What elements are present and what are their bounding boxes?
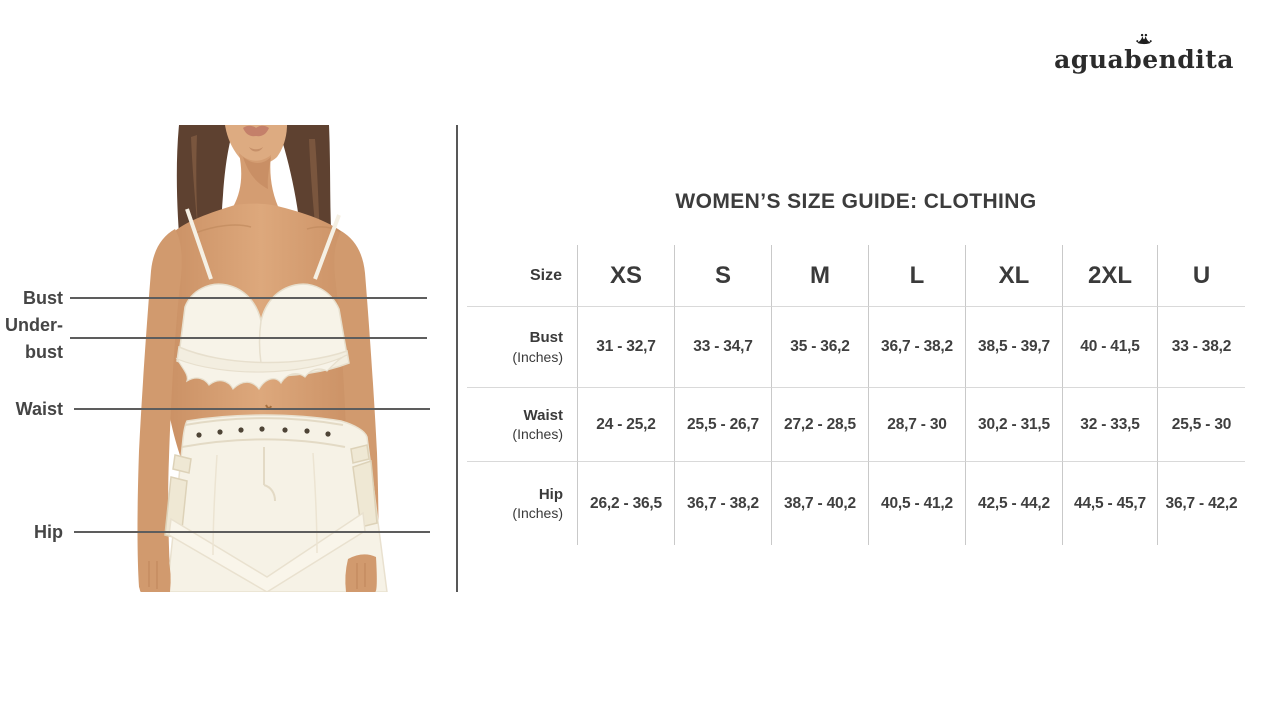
row-unit-bust: (Inches) xyxy=(512,348,563,365)
waist-label: Waist xyxy=(15,399,63,419)
row-unit-waist: (Inches) xyxy=(512,426,563,443)
hip-label: Hip xyxy=(34,522,63,542)
row-unit-hip: (Inches) xyxy=(512,505,563,522)
column-header-2xl: 2XL xyxy=(1063,245,1158,307)
cell-hip-xl: 42,5 - 44,2 xyxy=(966,462,1063,545)
column-header-size: Size xyxy=(467,245,578,307)
brand-logo-text: aguabendita xyxy=(1054,45,1234,74)
hip-measure-line xyxy=(74,531,430,533)
row-header-waist xyxy=(467,388,578,462)
column-header-xs: XS xyxy=(578,245,675,307)
bust-measure-line xyxy=(70,297,427,299)
cell-waist-s: 25,5 - 26,7 xyxy=(675,388,772,462)
column-header-m: M xyxy=(772,245,869,307)
cell-bust-s: 33 - 34,7 xyxy=(675,307,772,388)
cell-bust-m: 35 - 36,2 xyxy=(772,307,869,388)
cell-bust-u: 33 - 38,2 xyxy=(1158,307,1245,388)
cell-hip-2xl: 44,5 - 45,7 xyxy=(1063,462,1158,545)
cell-bust-xs: 31 - 32,7 xyxy=(578,307,675,388)
column-header-s: S xyxy=(675,245,772,307)
cell-hip-s: 36,7 - 38,2 xyxy=(675,462,772,545)
cell-hip-m: 38,7 - 40,2 xyxy=(772,462,869,545)
waist-measure-line xyxy=(74,408,430,410)
cell-waist-u: 25,5 - 30 xyxy=(1158,388,1245,462)
cell-hip-l: 40,5 - 41,2 xyxy=(869,462,966,545)
size-table xyxy=(467,245,1245,545)
row-label-hip: Hip xyxy=(538,485,563,503)
cell-waist-xs: 24 - 25,2 xyxy=(578,388,675,462)
column-header-l: L xyxy=(869,245,966,307)
underbust-label: Under-bust xyxy=(5,315,63,362)
cell-waist-xl: 30,2 - 31,5 xyxy=(966,388,1063,462)
row-label-bust: Bust xyxy=(529,329,563,347)
brand-logo xyxy=(1054,33,1234,72)
cell-bust-xl: 38,5 - 39,7 xyxy=(966,307,1063,388)
column-header-xl: XL xyxy=(966,245,1063,307)
underbust-measure-line xyxy=(70,337,427,339)
cell-hip-xs: 26,2 - 36,5 xyxy=(578,462,675,545)
model-photo xyxy=(125,125,430,592)
row-header-hip xyxy=(467,462,578,545)
cell-waist-m: 27,2 - 28,5 xyxy=(772,388,869,462)
cell-waist-2xl: 32 - 33,5 xyxy=(1063,388,1158,462)
cell-bust-2xl: 40 - 41,5 xyxy=(1063,307,1158,388)
bust-label: Bust xyxy=(23,288,63,308)
size-guide-title: WOMEN’S SIZE GUIDE: CLOTHING xyxy=(675,190,1037,213)
column-header-u: U xyxy=(1158,245,1245,307)
row-label-waist: Waist xyxy=(523,406,563,424)
cell-bust-l: 36,7 - 38,2 xyxy=(869,307,966,388)
content-divider xyxy=(456,125,458,592)
cell-hip-u: 36,7 - 42,2 xyxy=(1165,494,1238,512)
row-header-bust xyxy=(467,307,578,388)
cell-waist-l: 28,7 - 30 xyxy=(869,388,966,462)
